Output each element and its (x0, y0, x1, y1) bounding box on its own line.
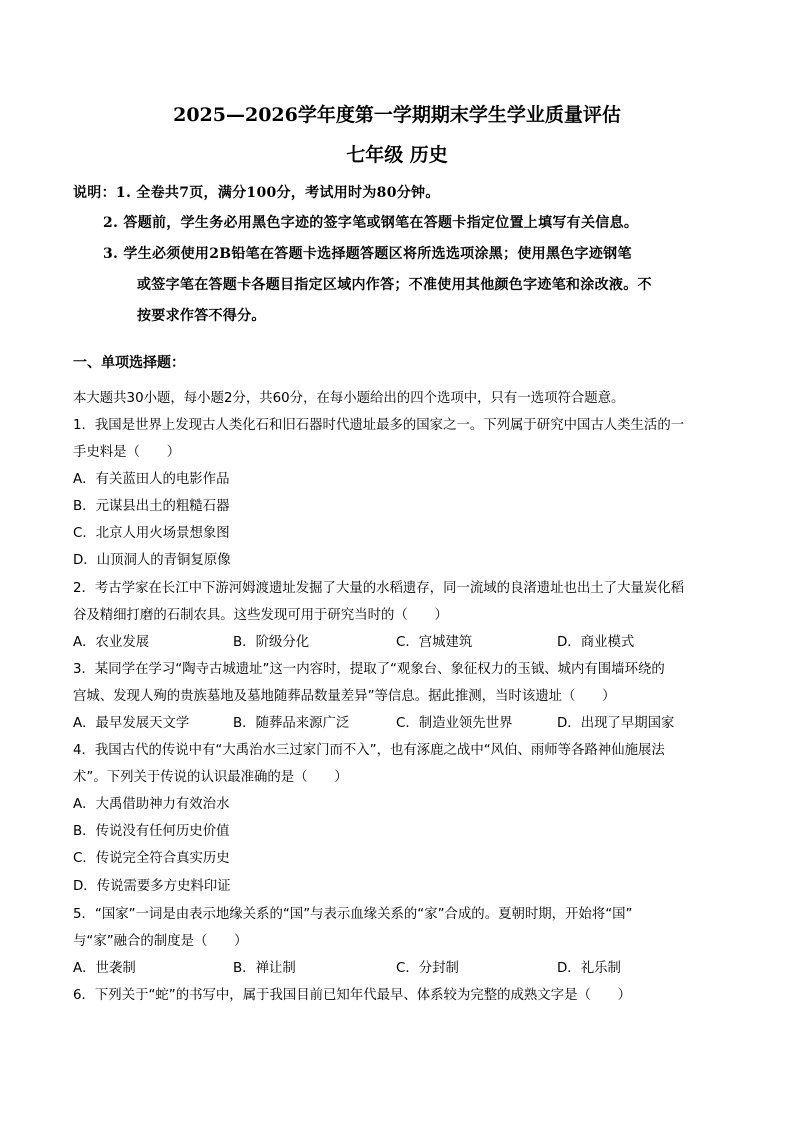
q4-option-b: B．传说没有任何历史价值 (73, 824, 230, 839)
instruction-line-1: 说明：1. 全卷共7页，满分100分，考试用时为80分钟。 (73, 185, 440, 201)
q5-option-d: D．礼乐制 (557, 961, 621, 976)
q1-option-b: B．元谋县出土的粗糙石器 (73, 499, 230, 514)
q5-option-a: A．世袭制 (73, 961, 136, 976)
q2-option-d: D．商业模式 (557, 635, 635, 650)
q3-stem-line2: 宫城、发现人殉的贵族墓地及墓地随葬品数量差异”等信息。据此推测，当时该遗址（ ） (73, 689, 616, 704)
q1-stem-line1: 1．我国是世界上发现古人类化石和旧石器时代遗址最多的国家之一。下列属于研究中国古人类生活的一 (73, 418, 685, 433)
q4-option-a: A．大禹借助神力有效治水 (73, 797, 230, 812)
section-heading: 一、单项选择题： (73, 355, 185, 371)
q1-option-a: A．有关蓝田人的电影作品 (73, 472, 230, 487)
q3-stem-line1: 3．某同学在学习“陶寺古城遗址”这一内容时，提取了“观象台、象征权力的玉钺、城内有围墙环绕的 (73, 662, 665, 677)
q3-option-a: A．最早发展天文学 (73, 716, 190, 731)
q5-stem-line2: 与“家”融合的制度是（ ） (73, 934, 248, 949)
q5-stem-line1: 5．“国家”一词是由表示地缘关系的“国”与表示血缘关系的“家”合成的。夏朝时期，开始将“国” (73, 907, 633, 922)
q4-stem-line2: 术”。下列关于传说的认识最准确的是（ ） (73, 770, 348, 785)
q5-option-b: B．禅让制 (233, 961, 296, 976)
instruction-line-3: 3. 学生必须使用2B铅笔在答题卡选择题答题区将所选选项涂黑；使用黑色字迹钢笔 (103, 246, 632, 262)
q5-option-c: C．分封制 (396, 961, 459, 976)
q1-stem-line2: 手史料是（ ） (73, 445, 181, 460)
section-intro: 本大题共30小题，每小题2分，共60分，在每小题给出的四个选项中，只有一选项符合题意。 (73, 391, 625, 406)
q3-option-b: B．随葬品来源广泛 (233, 716, 350, 731)
q3-option-d: D．出现了早期国家 (557, 716, 675, 731)
instruction-line-5: 按要求作答不得分。 (137, 308, 266, 324)
q1-option-d: D．山顶洞人的青铜复原像 (73, 553, 231, 568)
q2-stem-line2: 谷及精细打磨的石制农具。这些发现可用于研究当时的（ ） (73, 608, 448, 623)
q3-option-c: C．制造业领先世界 (396, 716, 513, 731)
q4-stem-line1: 4．我国古代的传说中有“大禹治水三过家门而不入”，也有涿鹿之战中“风伯、雨师等各路神仙施展法 (73, 743, 665, 758)
exam-subtitle: 七年级 历史 (346, 144, 448, 166)
q4-option-c: C．传说完全符合真实历史 (73, 851, 230, 866)
q2-option-c: C．宫城建筑 (396, 635, 473, 650)
exam-title: 2025—2026学年度第一学期期末学生学业质量评估 (173, 104, 621, 126)
q1-option-c: C．北京人用火场景想象图 (73, 526, 230, 541)
q6-stem-line1: 6．下列关于“蛇”的书写中，属于我国目前已知年代最早、体系较为完整的成熟文字是（ ） (73, 988, 632, 1003)
q2-option-a: A．农业发展 (73, 635, 150, 650)
q2-stem-line1: 2．考古学家在长江中下游河姆渡遗址发掘了大量的水稻遗存，同一流域的良渚遗址也出土了大量炭化稻 (73, 581, 685, 596)
instruction-line-4: 或签字笔在答题卡各题目指定区域内作答；不准使用其他颜色字迹笔和涂改液。不 (137, 277, 652, 293)
q2-option-b: B．阶级分化 (233, 635, 310, 650)
instruction-line-2: 2. 答题前，学生务必用黑色字迹的签字笔或钢笔在答题卡指定位置上填写有关信息。 (103, 215, 639, 231)
q4-option-d: D．传说需要多方史料印证 (73, 879, 231, 894)
